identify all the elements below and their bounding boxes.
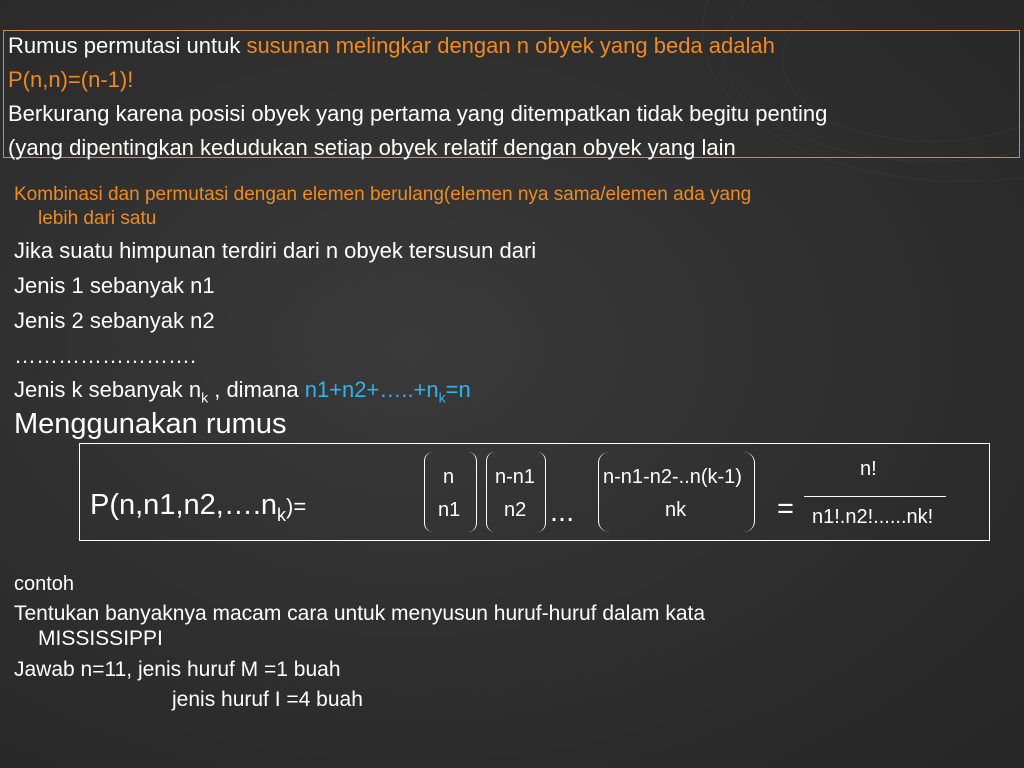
formula-ellipsis: ... [550,496,575,528]
answer-line-1: Jawab n=11, jenis huruf M =1 buah [14,658,341,681]
kombinasi-line-1: Kombinasi dan permutasi dengan elemen berulang(elemen nya sama/elemen ada yang [14,184,752,205]
sum-expression: n1+n2+…..+n [304,377,439,402]
question-line-1: Tentukan banyaknya macam cara untuk menyusun huruf-huruf dalam kata [14,602,706,625]
top-line-1-text: Rumus permutasi untuk [8,33,247,58]
binomial-1-right-paren [468,452,477,532]
dots-line: ……………………. [14,343,197,368]
jenis-k-text: Jenis k sebanyak n [14,377,202,402]
binomial-2-left-paren [486,452,495,532]
sum-subscript: k [438,389,446,406]
binomial-1-top: n [443,466,455,488]
fraction-numerator: n! [860,458,877,480]
binomial-2-bottom: n2 [504,499,527,521]
binomial-3-left-paren [598,452,609,532]
question-line-2: MISSISSIPPI [38,627,163,650]
top-text-box [3,30,1020,158]
binomial-2-top: n-n1 [495,466,536,488]
jenis-k-subscript: k [201,389,209,406]
binomial-1-bottom: n1 [438,499,461,521]
top-line-2: P(n,n)=(n-1)! [8,67,134,92]
jika-line: Jika suatu himpunan terdiri dari n obyek tersusun dari [14,238,537,263]
formula-equals: = [777,493,794,525]
jenis-k-dimana: , dimana [208,377,305,402]
jenis-k-line [14,377,471,405]
jenis-1-line: Jenis 1 sebanyak n1 [14,273,215,298]
sum-equals: =n [445,377,471,402]
top-line-4: (yang dipentingkan kedudukan setiap obyek relatif dengan obyek yang lain [8,135,736,160]
contoh-label: contoh [14,573,75,595]
fraction-denominator: n1!.n2!......nk! [812,506,934,528]
jenis-2-line: Jenis 2 sebanyak n2 [14,308,215,333]
top-line-1-highlight: susunan melingkar dengan n obyek yang beda adalah [246,33,775,58]
formula-lhs-subscript: k [277,504,286,525]
top-line-1 [8,33,775,59]
formula-lhs-equals: )= [286,494,307,519]
binomial-2-right-paren [537,452,546,532]
binomial-3-right-paren [744,452,755,532]
binomial-1-left-paren [424,452,433,532]
formula-lhs-text: P(n,n1,n2,….n [90,489,277,521]
menggunakan-rumus: Menggunakan rumus [14,408,287,440]
binomial-3-bottom: nk [665,499,687,521]
top-line-3: Berkurang karena posisi obyek yang pertama yang ditempatkan tidak begitu penting [8,101,828,126]
answer-line-2: jenis huruf I =4 buah [172,688,363,711]
formula-lhs [90,489,306,526]
kombinasi-line-2: lebih dari satu [38,208,157,229]
binomial-3-top: n-n1-n2-..n(k-1) [603,466,742,488]
fraction-line [804,496,946,497]
